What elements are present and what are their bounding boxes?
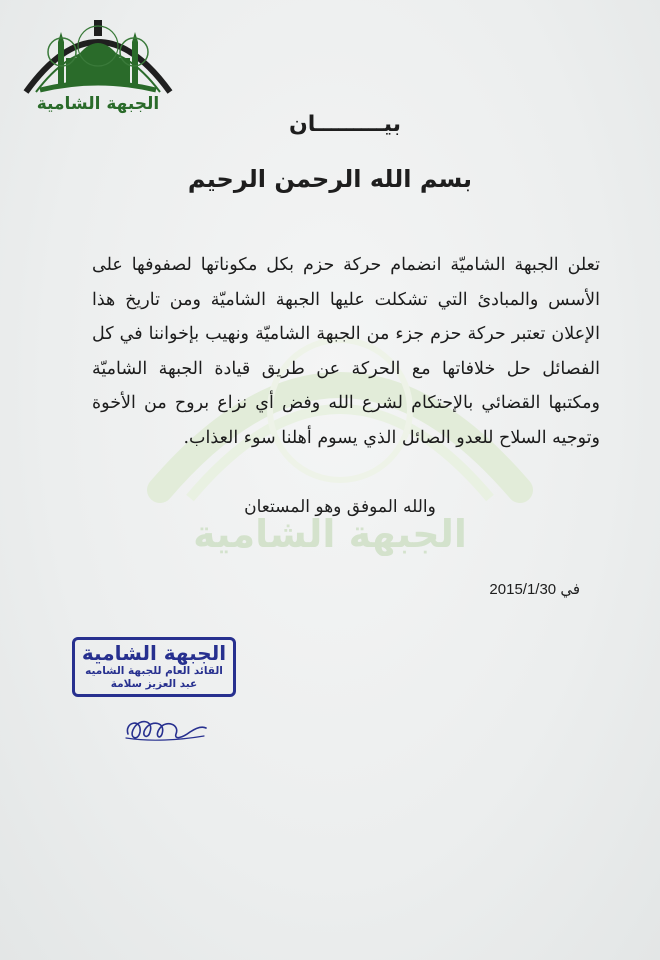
mosque-emblem-icon	[18, 6, 178, 98]
stamp-position: القائد العام للجبهة الشاميه	[85, 665, 223, 677]
watermark-text: الجبهة الشامية	[193, 512, 467, 556]
signature-icon	[120, 708, 210, 748]
basmala: بسم الله الرحمن الرحيم	[187, 165, 473, 193]
logo	[18, 6, 178, 128]
stamp-title: الجبهة الشامية	[81, 641, 227, 665]
document-heading: بيـــــــــان	[289, 112, 401, 137]
document-date: في 2015/1/30	[489, 581, 580, 598]
official-stamp	[72, 637, 236, 697]
stamp-name: عبد العزيز سلامة	[110, 678, 198, 690]
statement-body: تعلن الجبهة الشاميّة انضمام حركة حزم بكل مكوناتها لصفوفها على الأسس والمبادئ التي تشكلت عليها الجبهة الشاميّة ومن تاريخ هذا الإعلان تعتبر حركة حزم جزء من الجبهة الشاميّة ونهيب بإخواننا في كل الفصائل حل خلافاتها مع الحركة عن طريق قيادة الجبهة الشاميّة ومكتبها القضائي بالإحتكام لشرع الله وفض أي نزاع بروح من الأخوة وتوجيه السلاح للعدو الصائل الذي يسوم أهلنا سوء العذاب.	[92, 255, 600, 448]
logo-caption: الجبهة الشامية	[36, 94, 160, 114]
closing-line: والله الموفق وهو المستعان	[244, 497, 436, 517]
